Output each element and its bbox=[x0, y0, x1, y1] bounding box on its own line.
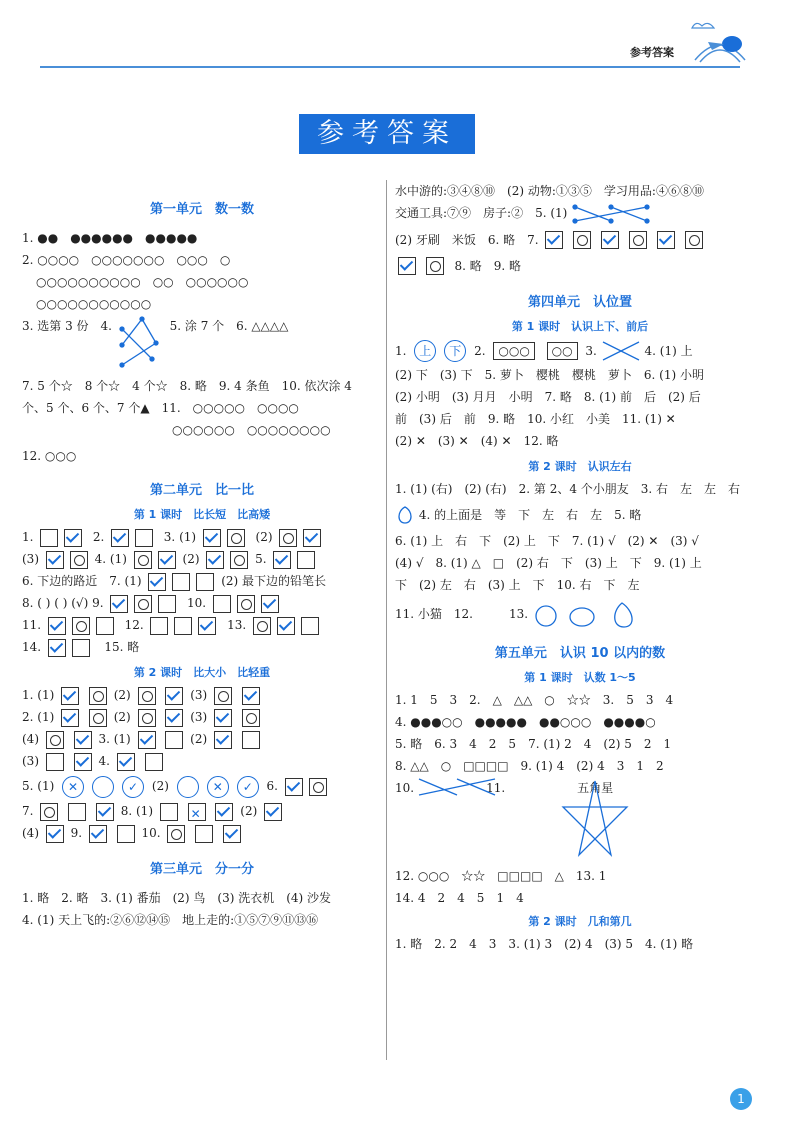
answer-box bbox=[72, 617, 90, 635]
matching-lines-figure bbox=[417, 777, 497, 797]
answer-box bbox=[174, 617, 192, 635]
column-divider bbox=[386, 180, 387, 1060]
answer-box bbox=[134, 551, 152, 569]
answer-box bbox=[213, 595, 231, 613]
answer-box bbox=[111, 529, 129, 547]
answer-text: 11. 小猫 12. 13. bbox=[395, 606, 529, 621]
answer-box bbox=[261, 595, 279, 613]
answer-row: 6. (1) 上 右 下 (2) 上 下 7. (1) √ (2) ✕ (3) √ bbox=[395, 533, 699, 548]
answer-text: 3. 选第 3 份 4. bbox=[22, 319, 112, 333]
answer-row: 5. (1) ✕ ✓ (2) ✕ ✓ 6. bbox=[22, 772, 382, 800]
answer-box bbox=[167, 825, 185, 843]
answer-text: 交通工具:⑦⑨ 房子:② 5. (1) bbox=[395, 206, 568, 220]
answer-box bbox=[685, 231, 703, 249]
answer-row bbox=[22, 570, 382, 592]
answer-text: 6. 下边的路近 7. (1) bbox=[22, 574, 142, 588]
answer-box bbox=[657, 231, 675, 249]
answer-row: 1. (1) (右) (2) (右) 2. 第 2、4 个小朋友 3. 右 左 左 右 bbox=[395, 481, 741, 496]
answer-box bbox=[227, 529, 245, 547]
answer-box bbox=[165, 731, 183, 749]
answer-text: 5. 涂 7 个 6. △△△△ bbox=[169, 319, 289, 333]
lesson-title: 第 1 课时 认识上下、前后 bbox=[511, 319, 649, 333]
answer-box bbox=[573, 231, 591, 249]
answer-box bbox=[72, 639, 90, 657]
answer-row: (3) 4. (1) (2) 5. bbox=[22, 548, 382, 570]
answer-row: 1. 略 2. 略 3. (1) 番茄 (2) 鸟 (3) 洗衣机 (4) 沙发 bbox=[22, 891, 332, 905]
answer-box bbox=[230, 551, 248, 569]
answer-box bbox=[48, 639, 66, 657]
answer-rect: ○○ bbox=[547, 342, 578, 360]
answer-box bbox=[150, 617, 168, 635]
answer-row: 水中游的:③④⑧⑩ (2) 动物:①③⑤ 学习用品:④⑥⑧⑩ bbox=[395, 184, 704, 198]
answer-row: 14. 4 2 4 5 1 4 bbox=[395, 890, 524, 905]
answer-text: (2) 牙刷 米饭 6. 略 7. bbox=[395, 232, 539, 247]
answer-box bbox=[68, 803, 86, 821]
answer-row: 12. ○○○ ☆☆ □□□□ △ 13. 1 bbox=[395, 868, 607, 883]
answer-box bbox=[138, 687, 156, 705]
answer-row: 2. (1) (2) (3) bbox=[22, 706, 382, 728]
answer-row: ○○○○○○○○○○ ○○ ○○○○○○ bbox=[36, 275, 249, 289]
bird-icon bbox=[690, 20, 750, 70]
answer-row: ○○○○○○○○○○○ bbox=[36, 297, 152, 311]
answer-box bbox=[198, 617, 216, 635]
answer-box bbox=[165, 687, 183, 705]
answer-box bbox=[196, 573, 214, 591]
answer-row: 个、5 个、6 个、7 个▲ 11. ○○○○○ ○○○○ bbox=[22, 401, 299, 415]
answer-text: 13. bbox=[227, 618, 247, 632]
answer-box bbox=[297, 551, 315, 569]
answer-box bbox=[138, 709, 156, 727]
answer-rect: ○○○ bbox=[493, 342, 534, 360]
answer-box bbox=[158, 551, 176, 569]
unit1-title: 第一单元 数一数 bbox=[149, 202, 254, 217]
unit3-title: 第三单元 分一分 bbox=[149, 862, 254, 877]
answer-box bbox=[70, 551, 88, 569]
answer-row bbox=[395, 229, 765, 251]
answer-box bbox=[40, 529, 58, 547]
answer-box bbox=[160, 803, 178, 821]
answer-box bbox=[117, 753, 135, 771]
answer-box bbox=[46, 825, 64, 843]
unit4-title: 第四单元 认位置 bbox=[527, 294, 632, 310]
answer-circle bbox=[177, 776, 199, 798]
answer-box bbox=[545, 231, 563, 249]
answer-box bbox=[74, 731, 92, 749]
answer-box bbox=[301, 617, 319, 635]
answer-circle bbox=[92, 776, 114, 798]
answer-box bbox=[223, 825, 241, 843]
answer-box bbox=[61, 687, 79, 705]
answer-row bbox=[395, 500, 765, 530]
answer-row bbox=[395, 338, 765, 364]
answer-box bbox=[273, 551, 291, 569]
lesson-title: 第 2 课时 比大小 比轻重 bbox=[133, 666, 271, 679]
answer-box bbox=[89, 825, 107, 843]
answer-box bbox=[309, 778, 327, 796]
header-rule bbox=[40, 66, 740, 68]
answer-box bbox=[64, 529, 82, 547]
answer-row: (4) 3. (1) (2) bbox=[22, 728, 382, 750]
answer-box bbox=[158, 595, 176, 613]
answer-box bbox=[134, 595, 152, 613]
answer-box bbox=[48, 617, 66, 635]
page-title: 参考答案 bbox=[299, 114, 475, 154]
answer-box bbox=[277, 617, 295, 635]
answer-row bbox=[395, 777, 765, 865]
answer-box bbox=[89, 687, 107, 705]
answer-text: 15. 略 bbox=[104, 640, 140, 654]
answer-box bbox=[601, 231, 619, 249]
header-label: 参考答案 bbox=[630, 46, 674, 59]
answer-circle: ✕ bbox=[62, 776, 84, 798]
answer-text: 4. 的上面是 等 下 左 右 左 5. 略 bbox=[418, 507, 642, 522]
answer-circle: ✕ bbox=[207, 776, 229, 798]
answer-text: 1. bbox=[395, 343, 407, 358]
answer-box bbox=[195, 825, 213, 843]
answer-box bbox=[138, 731, 156, 749]
answer-row: 4. (1) 天上飞的:②⑥⑫⑭⑮ 地上走的:①⑤⑦⑨⑪⑬⑯ bbox=[22, 913, 319, 927]
fruit-veg-icons bbox=[532, 599, 642, 629]
answer-box bbox=[214, 687, 232, 705]
answer-row: 2. ○○○○ ○○○○○○○ ○○○ ○ bbox=[22, 253, 231, 267]
answer-row bbox=[22, 636, 382, 658]
answer-row: (3) 4. bbox=[22, 750, 382, 772]
answer-box bbox=[172, 573, 190, 591]
answer-row: (2) 小明 (3) 月月 小明 7. 略 8. (1) 前 后 (2) 后 bbox=[395, 389, 701, 404]
left-column bbox=[22, 180, 382, 931]
answer-row: 1. ●● ●●●●●● ●●●●● bbox=[22, 231, 198, 245]
peach-icon bbox=[395, 505, 415, 525]
answer-circle: ✓ bbox=[237, 776, 259, 798]
answer-box bbox=[46, 551, 64, 569]
answer-box bbox=[215, 803, 233, 821]
answer-box bbox=[148, 573, 166, 591]
answer-text: 8. 略 9. 略 bbox=[454, 258, 521, 273]
answer-row: 前 (3) 后 前 9. 略 10. 小红 小美 11. (1) ✕ bbox=[395, 411, 676, 426]
answer-box bbox=[110, 595, 128, 613]
star-figure bbox=[555, 777, 635, 861]
page-header bbox=[0, 0, 790, 80]
answer-text: 4. (1) 上 bbox=[644, 343, 693, 358]
answer-row: 7. 5 个☆ 8 个☆ 4 个☆ 8. 略 9. 4 条鱼 10. 依次涂 4 bbox=[22, 379, 352, 393]
answer-box bbox=[214, 709, 232, 727]
answer-text: 10. bbox=[187, 596, 207, 610]
answer-box bbox=[242, 687, 260, 705]
answer-box bbox=[117, 825, 135, 843]
answer-row: 下 (2) 左 右 (3) 上 下 10. 右 下 左 bbox=[395, 577, 640, 592]
answer-box bbox=[426, 257, 444, 275]
answer-row bbox=[395, 202, 765, 225]
answer-row: (4) 9. 10. bbox=[22, 822, 382, 844]
answer-row bbox=[22, 315, 382, 375]
answer-text: 3. bbox=[585, 343, 597, 358]
answer-text: 14. bbox=[22, 640, 42, 654]
answer-text: (2) 最下边的铅笔长 bbox=[221, 574, 327, 588]
answer-text: 2. bbox=[474, 343, 486, 358]
answer-text: 8. ( ) ( ) (√) 9. bbox=[22, 596, 104, 610]
answer-row: 5. 略 6. 3 4 2 5 7. (1) 2 4 (2) 5 2 1 bbox=[395, 736, 672, 751]
answer-box bbox=[253, 617, 271, 635]
unit2-title: 第二单元 比一比 bbox=[149, 483, 254, 498]
answer-box bbox=[398, 257, 416, 275]
answer-text: 12. bbox=[124, 618, 144, 632]
answer-row: (4) √ 8. (1) △ □ (2) 右 下 (3) 上 下 9. (1) 上 bbox=[395, 555, 702, 570]
answer-box bbox=[206, 551, 224, 569]
answer-box bbox=[285, 778, 303, 796]
answer-box bbox=[96, 803, 114, 821]
answer-text: 10. 11. 五角星 bbox=[395, 780, 614, 795]
answer-box bbox=[96, 617, 114, 635]
answer-row: 1. 2. 3. (1) (2) bbox=[22, 526, 382, 548]
answer-box bbox=[237, 595, 255, 613]
lesson-title: 第 1 课时 比长短 比高矮 bbox=[133, 508, 271, 521]
right-column bbox=[395, 180, 765, 955]
answer-box bbox=[188, 803, 206, 821]
cross-lines-figure bbox=[601, 340, 641, 362]
answer-box bbox=[214, 731, 232, 749]
answer-box bbox=[61, 709, 79, 727]
answer-circle: ✓ bbox=[122, 776, 144, 798]
answer-row: 7. 8. (1) ✕ (2) bbox=[22, 800, 382, 822]
answer-circle: 上 bbox=[414, 340, 436, 362]
matching-lines-figure bbox=[116, 315, 166, 369]
answer-box bbox=[40, 803, 58, 821]
answer-box bbox=[135, 529, 153, 547]
answer-row: ○○○○○○ ○○○○○○○○ bbox=[172, 423, 331, 437]
answer-box bbox=[242, 709, 260, 727]
answer-box bbox=[46, 753, 64, 771]
answer-box bbox=[145, 753, 163, 771]
answer-row: (2) ✕ (3) ✕ (4) ✕ 12. 略 bbox=[395, 433, 559, 448]
answer-box bbox=[165, 709, 183, 727]
matching-lines-figure bbox=[571, 203, 651, 225]
answer-box bbox=[279, 529, 297, 547]
answer-box bbox=[46, 731, 64, 749]
answer-row: 12. ○○○ bbox=[22, 449, 77, 463]
answer-text: 11. bbox=[22, 618, 42, 632]
answer-row: 1. 略 2. 2 4 3 3. (1) 3 (2) 4 (3) 5 4. (1) 略 bbox=[395, 936, 694, 951]
answer-box bbox=[89, 709, 107, 727]
answer-box bbox=[74, 753, 92, 771]
answer-box bbox=[203, 529, 221, 547]
answer-box bbox=[264, 803, 282, 821]
answer-row: 8. △△ ○ □□□□ 9. (1) 4 (2) 4 3 1 2 bbox=[395, 758, 664, 773]
answer-row: 4. ●●●○○ ●●●●● ●●○○○ ●●●●○ bbox=[395, 714, 656, 729]
answer-row bbox=[22, 614, 382, 636]
answer-row bbox=[395, 596, 765, 632]
answer-row: 1. 1 5 3 2. △ △△ ○ ☆☆ 3. 5 3 4 bbox=[395, 692, 674, 707]
lesson-title: 第 2 课时 几和第几 bbox=[528, 914, 632, 928]
lesson-title: 第 1 课时 认数 1～5 bbox=[524, 670, 636, 684]
answer-row: (2) 下 (3) 下 5. 萝卜 樱桃 樱桃 萝卜 6. (1) 小明 bbox=[395, 367, 704, 382]
answer-row bbox=[395, 255, 765, 277]
unit5-title: 第五单元 认识 10 以内的数 bbox=[494, 645, 666, 661]
answer-box bbox=[242, 731, 260, 749]
answer-row bbox=[22, 592, 382, 614]
page-number: 1 bbox=[730, 1088, 752, 1110]
lesson-title: 第 2 课时 认识左右 bbox=[528, 459, 632, 473]
answer-box bbox=[303, 529, 321, 547]
answer-row: 1. (1) (2) (3) bbox=[22, 684, 382, 706]
answer-circle: 下 bbox=[444, 340, 466, 362]
answer-box bbox=[629, 231, 647, 249]
